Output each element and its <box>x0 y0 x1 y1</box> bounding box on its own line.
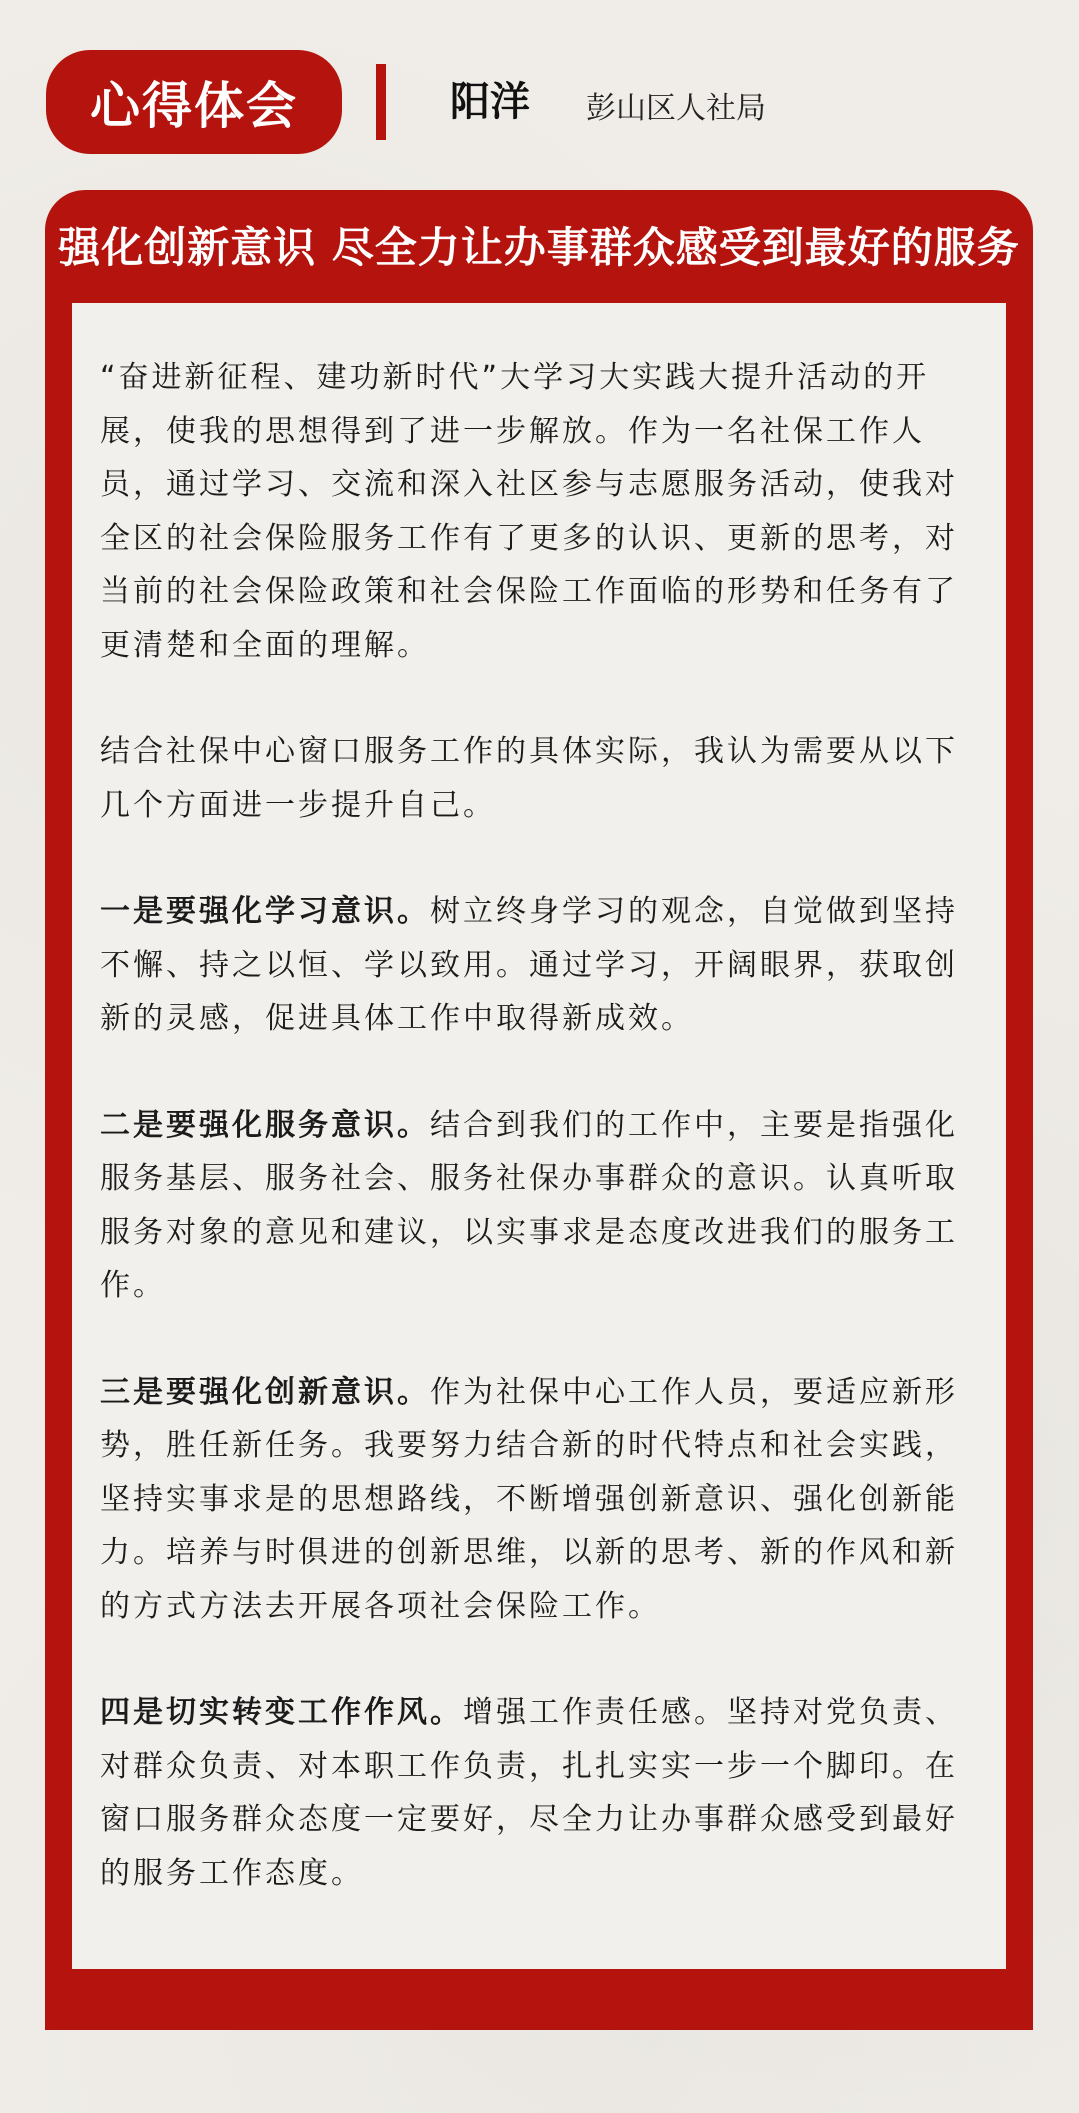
paragraph-intro <box>100 351 984 672</box>
paragraph-text: 树立终身学习的观念，自觉做到坚持不懈、持之以恒、学以致用。通过学习，开阔眼界，获取创新的灵感，促进具体工作中取得新成效。 <box>100 894 958 1036</box>
author-organization: 彭山区人社局 <box>586 91 766 126</box>
paragraph-text: 结合社保中心窗口服务工作的具体实际，我认为需要从以下几个方面进一步提升自己。 <box>100 734 958 823</box>
paragraph-text: 结合到我们的工作中，主要是指强化服务基层、服务社会、服务社保办事群众的意识。认真听取服务对象的意见和建议，以实事求是态度改进我们的服务工作。 <box>100 1107 958 1303</box>
paragraph-point-1 <box>100 885 984 1046</box>
paragraph-point-4 <box>100 1686 984 1900</box>
paragraph-lead: 三是要强化创新意识。 <box>100 1374 430 1410</box>
paragraph-text: “奋进新征程、建功新时代”大学习大实践大提升活动的开展，使我的思想得到了进一步解放。作为一名社保工作人员，通过学习、交流和深入社区参与志愿服务活动，使我对全区的社会保险服务工作有了更多的认识、更新的思考，对当前的社会保险政策和社会保险工作面临的形势和任务有了更清楚和全面的理解。 <box>100 360 958 663</box>
paragraph-lead: 一是要强化学习意识。 <box>100 894 430 929</box>
paragraph-text: 增强工作责任感。坚持对党负责、对群众负责、对本职工作负责，扎扎实实一步一个脚印。在窗口服务群众态度一定要好，尽全力让办事群众感受到最好的服务工作态度。 <box>100 1695 958 1891</box>
article-title: 强化创新意识 尽全力让办事群众感受到最好的服务 <box>58 223 1020 272</box>
paragraph-summary <box>100 725 984 832</box>
paragraph-lead: 四是切实转变工作作风。 <box>100 1695 463 1730</box>
paragraph-point-3 <box>100 1366 984 1634</box>
author-name: 阳洋 <box>450 79 530 125</box>
paragraph-lead: 二是要强化服务意识。 <box>100 1107 430 1143</box>
header-divider <box>376 64 386 140</box>
article-body <box>72 303 1006 1969</box>
section-badge: 心得体会 <box>46 50 342 154</box>
paragraph-point-2 <box>100 1099 984 1313</box>
paragraph-text: 作为社保中心工作人员，要适应新形势，胜任新任务。我要努力结合新的时代特点和社会实践，坚持实事求是的思想路线，不断增强创新意识、强化创新能力。培养与时俱进的创新思维，以新的思考、新的作风和新的方式方法去开展各项社会保险工作。 <box>100 1374 958 1624</box>
